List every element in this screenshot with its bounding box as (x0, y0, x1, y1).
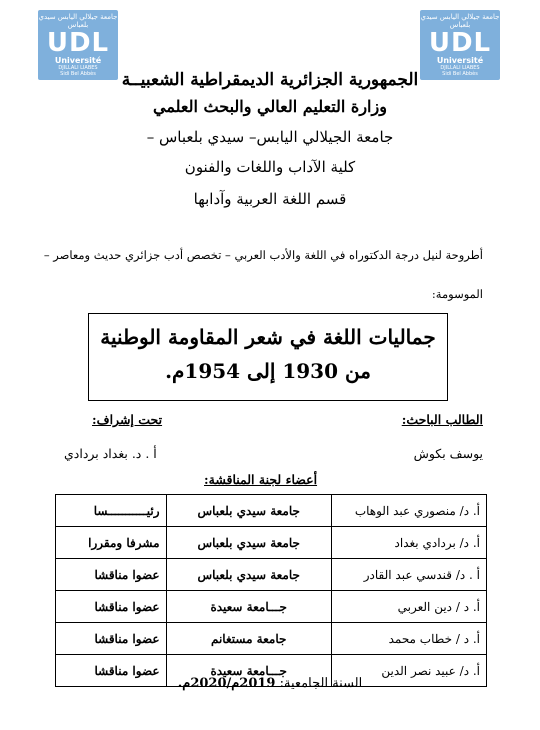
member-name: أ. د / خطاب محمد (331, 623, 486, 655)
logo-arabic-name: جامعة جيلالي اليابس سيدي بلعباس (38, 13, 118, 29)
academic-year-value: 2019م/2020م. (177, 676, 276, 691)
academic-year (0, 676, 540, 691)
thesis-description: أطروحة لنيل درجة الدكتوراه في اللغة والأدب العربي – تخصص أدب جزائري حديث ومعاصر – (43, 248, 483, 262)
table-row (56, 559, 487, 591)
member-name: أ. د/ منصوري عبد الوهاب (331, 495, 486, 527)
member-university: جـــامعة سعيدة (166, 655, 331, 687)
logo-monogram: UDL (46, 28, 110, 58)
member-role: مشرفا ومقررا (56, 527, 167, 559)
committee-table (55, 494, 487, 687)
student-name: يوسف بكوش (413, 446, 483, 461)
member-university: جامعة سيدي بلعباس (166, 495, 331, 527)
member-role: عضوا مناقشا (56, 591, 167, 623)
member-name: أ . د/ قندسي عبد القادر (331, 559, 486, 591)
supervisor-label: تحت إشراف: (92, 412, 163, 427)
logo-city: Sidi Bel Abbès (442, 71, 478, 77)
table-row (56, 623, 487, 655)
academic-year-label: السنة الجامعية: (279, 676, 363, 691)
logo-university: Université (54, 56, 102, 65)
thesis-title-line2: من 1930 إلى 1954م. (165, 359, 371, 383)
table-row (56, 527, 487, 559)
member-role: عضوا مناقشا (56, 559, 167, 591)
department-heading: قسم اللغة العربية وآدابها (193, 190, 347, 208)
thesis-title-line1: جماليات اللغة في شعر المقاومة الوطنية (100, 325, 436, 349)
member-role: عضوا مناقشا (56, 623, 167, 655)
logo-city: Sidi Bel Abbès (60, 71, 96, 77)
member-university: جامعة سيدي بلعباس (166, 559, 331, 591)
member-role: عضوا مناقشا (56, 655, 167, 687)
university-heading: جامعة الجيلالي اليابس– سيدي بلعباس – (146, 128, 394, 146)
committee-label: أعضاء لجنة المناقشة: (204, 472, 318, 487)
member-name: أ. د/ عبيد نصر الدين (331, 655, 486, 687)
table-row (56, 591, 487, 623)
titled-label: الموسومة: (431, 287, 483, 301)
logo-monogram: UDL (428, 28, 492, 58)
member-university: جامعة مستغانم (166, 623, 331, 655)
faculty-heading: كلية الآداب واللغات والفنون (184, 158, 356, 176)
member-name: أ. د/ بردادي بغداد (331, 527, 486, 559)
member-name: أ. د / دين العربي (331, 591, 486, 623)
logo-arabic-name: جامعة جيلالي اليابس سيدي بلعباس (420, 13, 500, 29)
logo-university: Université (436, 56, 484, 65)
member-university: جـــامعة سعيدة (166, 591, 331, 623)
member-role: رئيـــــــــــسا (56, 495, 167, 527)
member-university: جامعة سيدي بلعباس (166, 527, 331, 559)
table-row (56, 495, 487, 527)
thesis-title-box (88, 313, 448, 401)
student-label: الطالب الباحث: (401, 412, 483, 427)
republic-heading: الجمهورية الجزائرية الديمقراطية الشعبيــة (121, 70, 419, 90)
supervisor-name: أ . د. بغداد بردادي (64, 446, 157, 461)
ministry-heading: وزارة التعليم العالي والبحث العلمي (153, 97, 387, 116)
logo-subtitle: DJILLALI LIABES (58, 65, 98, 71)
logo-subtitle: DJILLALI LIABES (440, 65, 480, 71)
